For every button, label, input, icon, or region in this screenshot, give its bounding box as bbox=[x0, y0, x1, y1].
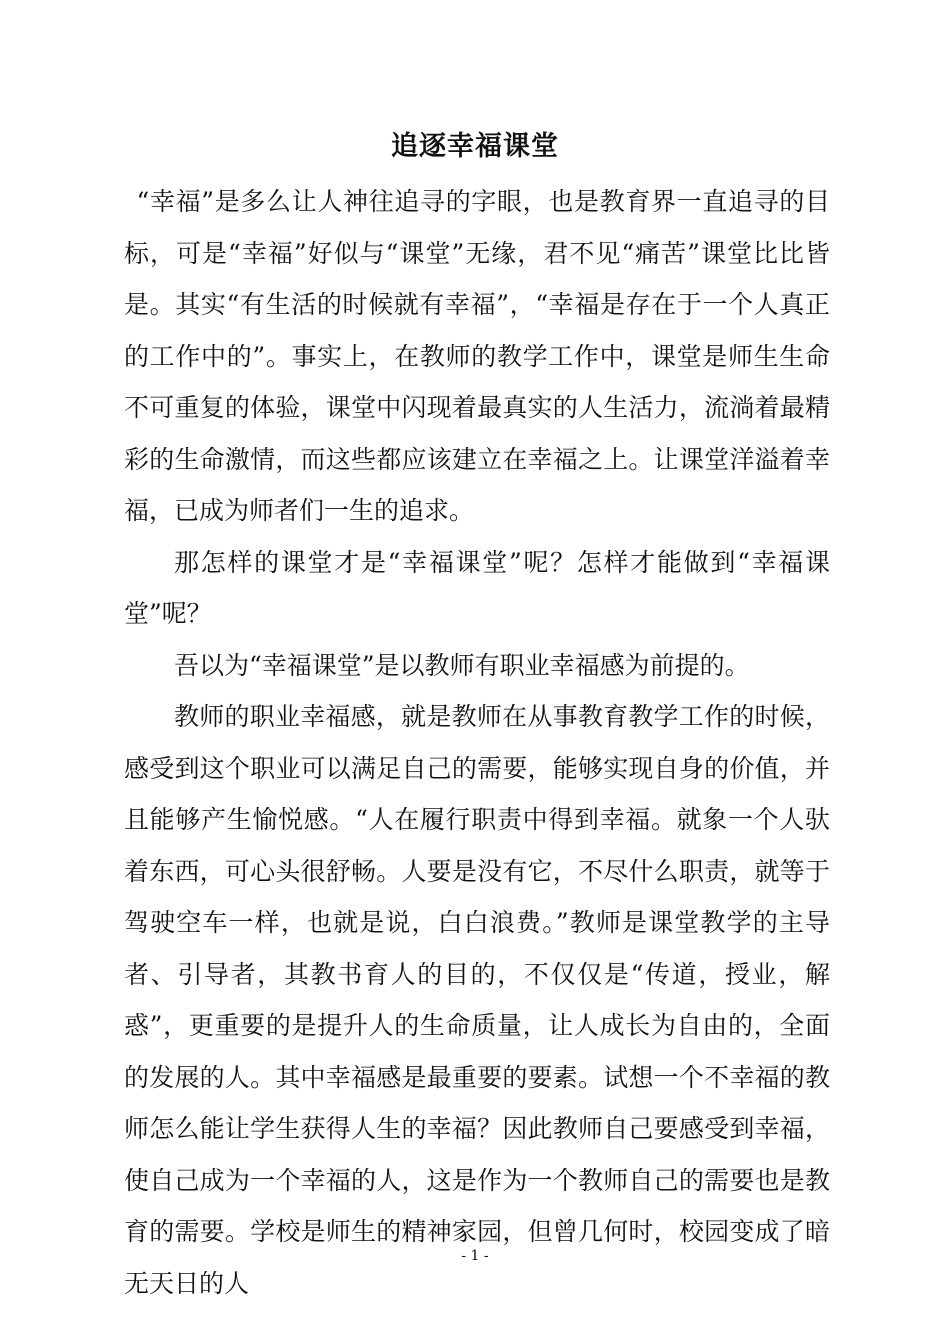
paragraph: “幸福”是多么让人神往追寻的字眼，也是教育界一直追寻的目标，可是“幸福”好似与“课堂”无缘，君不见“痛苦”课堂比比皆是。其实“有生活的时候就有幸福”，“幸福是存在于一个人真正的工作中的”。事实上，在教师的教学工作中，课堂是师生生命不可重复的体验，课堂中闪现着最真实的人生活力，流淌着最精彩的生命激情，而这些都应该建立在幸福之上。让课堂洋溢着幸福，已成为师者们一生的追求。 bbox=[124, 187, 830, 525]
paragraph: 那怎样的课堂才是“幸福课堂”呢？怎样才能做到“幸福课堂”呢？ bbox=[124, 547, 830, 628]
page-number: - 1 - bbox=[461, 1248, 489, 1264]
paragraph: 吾以为“幸福课堂”是以教师有职业幸福感为前提的。 bbox=[174, 650, 750, 680]
document-body bbox=[124, 176, 830, 1309]
paragraph: 教师的职业幸福感，就是教师在从事教育教学工作的时候，感受到这个职业可以满足自己的需要，能够实现自身的价值，并且能够产生愉悦感。“人在履行职责中得到幸福。就象一个人驮着东西，可心头很舒畅。人要是没有它，不尽什么职责，就等于驾驶空车一样，也就是说，白白浪费。”教师是课堂教学的主导者、引导者，其教书育人的目的，不仅仅是“传道，授业，解惑”，更重要的是提升人的生命质量，让人成长为自由的，全面的发展的人。其中幸福感是最重要的要素。试想一个不幸福的教师怎么能让学生获得人生的幸福？因此教师自己要感受到幸福，使自己成为一个幸福的人，这是作为一个教师自己的需要也是教育的需要。学校是师生的精神家园，但曾几何时，校园变成了暗无天日的人 bbox=[124, 702, 830, 1298]
document-title: 追逐幸福课堂 bbox=[391, 131, 559, 162]
